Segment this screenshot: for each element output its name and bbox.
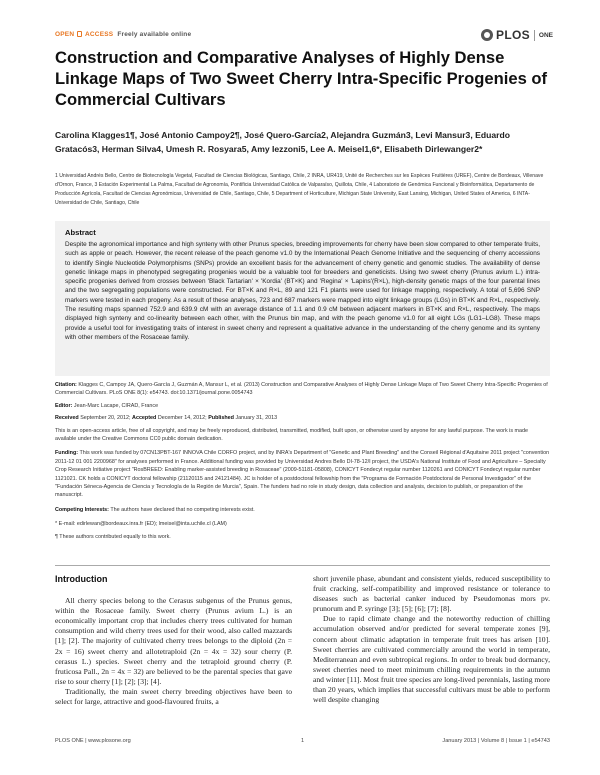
funding: Funding: This work was funded by 07CN13PBT-167 INNOVA Chile CORFO project, and by INRA's Department of "Genetic and Plant Breeding" and the Conseil Régional d'Aquitaine 2011 project "convention 2011-12 01 001 2200968" for analyses performed in France. Additional funding was provided by Universidad Andres Bello DI-78-12/I project, the USDA's National Institute of Food and Agriculture – Specialty Crop Research Initiative project "RosBREED: Enabling marker-assisted breeding in Rosaceae" (2009-51181-05808), CONICYT Fondecyt regular number 1120261 and CONICYT Fondecyt regular number 1121021. CK holds a CONICYT doctoral fellowship (21120115 and 24121484). JC is holder of a postdoctoral fellowship from the "Programa de Formación Postdoctoral de Personal Investigador" of the "Fundación Séneca-Agencia de Ciencia y Tecnología de la Región de Murcia", Spain. The funders had no role in study design, data collection and analysis, decision to publish, or preparation of the manuscript. xyxy=(55,450,550,499)
article-title: Construction and Comparative Analyses of Highly Dense Linkage Maps of Two Sweet Cherry Intra-Specific Progenies of Commercial Cultivars xyxy=(55,48,548,109)
plos-one-logo: PLOS ONE xyxy=(481,28,553,42)
email: * E-mail: edirlewan@bordeaux.inra.fr (ED); lmeisel@inta.uchile.cl (LAM) xyxy=(55,521,227,528)
footer-journal: PLOS ONE | www.plosone.org xyxy=(55,738,131,744)
abstract-text: Despite the agronomical importance and high synteny with other Prunus species, breeding improvements for cherry have been slow compared to other temperate fruits, such as apple or peach. However, the recent release of the peach genome v1.0 by the International Peach Genome Initiative and the sequencing of cherry accessions to identify Single Nucleotide Polymorphisms (SNPs) provide an excellent basis for the advancement of cherry genetic and genomic studies. The availability of dense genetic linkage maps in phenotyped segregating progenies would be a valuable tool for breeders and geneticists. Using two sweet cherry (Prunus avium L.) intra-specific progenies derived from crosses between 'Black Tartarian' × 'Kordia' (BT×K) and 'Regina' × 'Lapins'(R×L), high-density genetic maps of the four parental lines and the two segregating populations were constructed. For BT×K and R×L, 89 and 121 F1 plants were used for linkage mapping, respectively. A total of 5,696 SNP markers were tested in each progeny. As a result of these analyses, 723 and 687 markers were mapped into eight linkage groups (LGs) in BT×K and R×L, respectively. The resulting maps spanned 752.9 and 639.9 cM with an average distance of 1.1 and 0.9 cM between adjacent markers in BT×K and R×L, respectively. The maps displayed high synteny and co-linearity between each other, with the Prunus bin map, and with the peach genome v1.0 for all eight LGs (LG1–LG8). These maps provide a useful tool for investigating traits of interest in sweet cherry and represent a qualitative advance in the understanding of the cherry genome and its synteny with other members of the Rosaceae family. xyxy=(65,241,540,341)
page-number: 1 xyxy=(301,738,305,744)
equal-contribution-note: ¶ These authors contributed equally to this work. xyxy=(55,533,171,540)
abstract-heading: Abstract xyxy=(65,228,96,237)
logo-divider xyxy=(534,30,535,41)
section-divider xyxy=(55,565,550,566)
body-paragraph: All cherry species belong to the Cerasus subgenus of the Prunus genus, within the Rosaceae family. Sweet cherry (Prunus avium L.) is an economically important crop that includes cherry trees cultivated for human consumption and wild cherry trees used for their wood, also called mazzards [1]; [2]. The majority of cultivated cherry trees belongs to the diploid (2n = 2x = 16) sweet cherry and allotetraploid (2n = 4x = 32) sour cherry (P. cerasus L.) species. Sweet cherry and the tetraploid ground cherry (P. fruticosa Pall., 2n = 4x = 32) are believed to be the parental species that gave rise to sour cherry [1]; [2]; [3]; [4]. xyxy=(55,596,292,686)
freely-available-label: Freely available online xyxy=(117,31,192,38)
body-paragraph: Traditionally, the main sweet cherry breeding objectives have been to select for large, attractive and good-flavoured fruits, a xyxy=(55,686,292,707)
introduction-heading: Introduction xyxy=(55,574,108,584)
editor: Editor: Jean-Marc Lacape, CIRAD, France xyxy=(55,402,159,409)
body-column-left xyxy=(55,574,292,707)
copyright-notice: This is an open-access article, free of all copyright, and may be freely reproduced, distributed, transmitted, modified, built upon, or otherwise used by anyone for any lawful purpose. The work is made available under the Creative Commons CC0 public domain dedication. xyxy=(55,427,529,443)
article-metadata xyxy=(55,381,550,545)
footer-issue: January 2013 | Volume 8 | Issue 1 | e54743 xyxy=(442,738,550,744)
abstract-box xyxy=(55,221,550,376)
competing-interests: Competing Interests: The authors have declared that no competing interests exist. xyxy=(55,506,255,513)
dates: Received September 20, 2012; Accepted December 14, 2012; Published January 31, 2013 xyxy=(55,415,278,422)
journal-header xyxy=(55,28,553,42)
citation: Citation: Klagges C, Campoy JA, Quero-García J, Guzmán A, Mansur L, et al. (2013) Construction and Comparative Analyses of Highly Dense Linkage Maps of Two Sweet Cherry Intra-Specific Progenies of Commercial Cultivars. PLoS ONE 8(1): e54743. doi:10.1371/journal.pone.0054743 xyxy=(55,382,548,397)
open-access-badge: OPEN ACCESS Freely available online xyxy=(55,31,192,38)
open-lock-icon xyxy=(77,31,82,37)
affiliations: 1 Universidad Andrés Bello, Centro de Biotecnología Vegetal, Facultad de Ciencias Biológicas, Santiago, Chile, 2 INRA, UR419, Unité de Recherches sur les Espèces Fruitières (UREF), Centre de Bordeaux, Villenave d'Ornon, France, 3 Estación Experimental La Palma, Facultad de Agronomía, Pontificia Universidad Católica de Valparaíso, Quillota, Chile, 4 Laboratorio de Genómica Funcional y Bioinformática, Departamento de Producción Agrícola, Facultad de Ciencias Agronómicas, Universidad de Chile, Santiago, Chile, 5 Department of Horticulture, Michigan State University, East Lansing, Michigan, United States of America, 6 INTA-Universidad de Chile, Santiago, Chile xyxy=(55,173,544,206)
plos-logo-icon xyxy=(481,29,493,41)
body-column-right xyxy=(313,574,550,705)
body-paragraph: Due to rapid climate change and the noteworthy reduction of chilling accumulation observed and/or predicted for several temperate zones [9], concern about climatic adaptation in temperate fruit trees has arisen [10]. Sweet cherries are cultivated commercially around the world in temperate, Mediterranean and even subtropical regions. In order to break bud dormancy, sweet cherries need to meet minimum chilling requirements in the autumn and winter [11]. Most fruit tree species are long-lived perennials, lasting more than 20 years, which implies that successful cultivars must be able to perform well despite changing xyxy=(313,614,550,705)
author-list: Carolina Klagges1¶, José Antonio Campoy2¶, José Quero-García2, Alejandra Guzmán3, Levi Mansur3, Eduardo Gratacós3, Herman Silva4, Umesh R. Rosyara5, Amy Iezzoni5, Lee A. Meisel1,6*, Elisabeth Dirlewanger2* xyxy=(55,130,510,154)
body-paragraph: short juvenile phase, abundant and consistent yields, reduced susceptibility to fruit cracking, self-compatibility and improved resistance or tolerance to diseases such as bacterial canker induced by Pseudomonas mors pv. prunorum and P. syringe [3]; [5]; [6]; [7]; [8]. xyxy=(313,574,550,614)
